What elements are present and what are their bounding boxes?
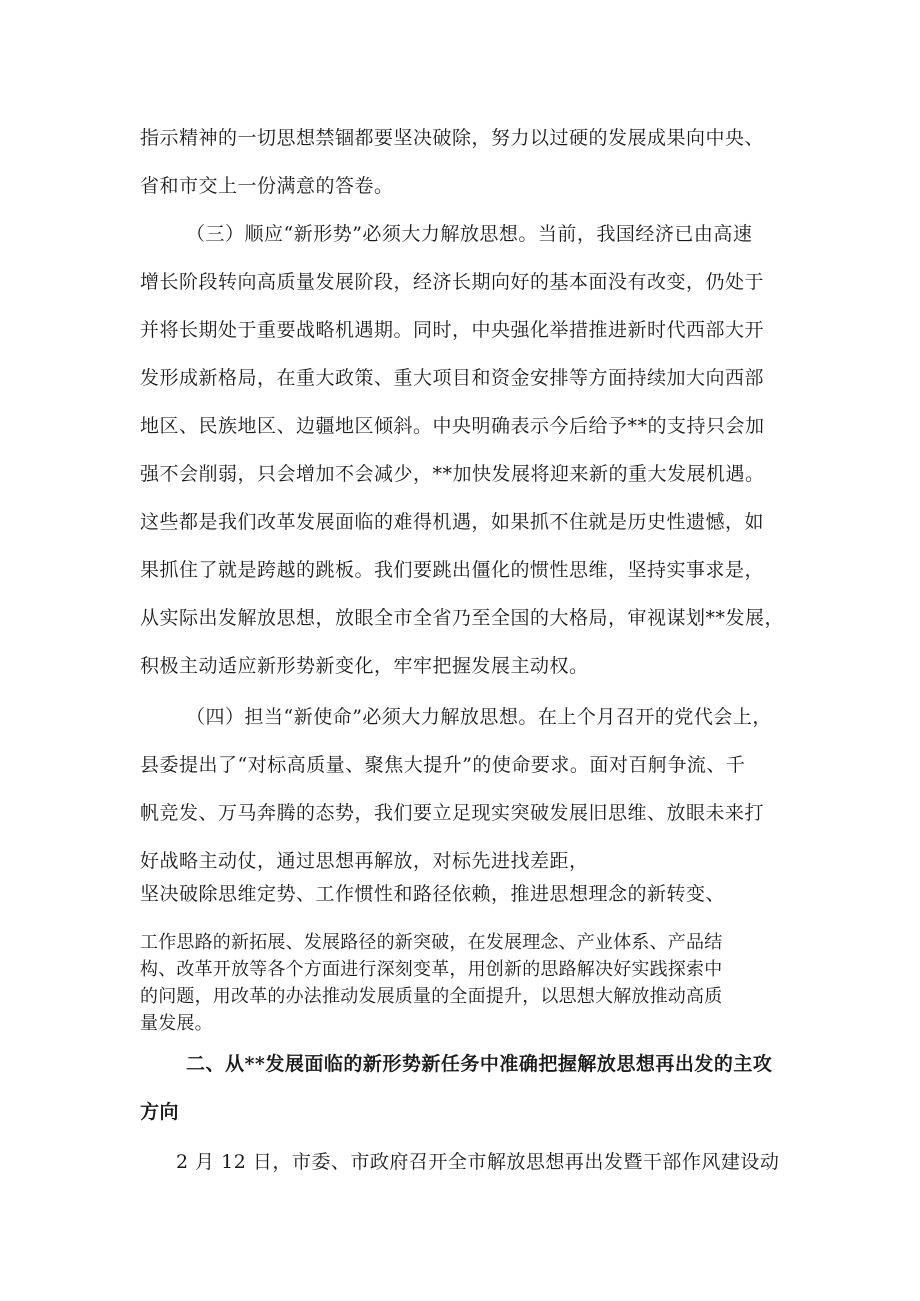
paragraph-line: 省和市交上一份满意的答卷。	[140, 175, 394, 197]
paragraph-line: 构、改革开放等各个方面进行深刻变革，用创新的思路解决好实践探索中	[140, 959, 723, 980]
paragraph-line: 2 月 12 日，市委、市政府召开全市解放思想再出发暨干部作风建设动	[176, 1151, 780, 1173]
paragraph-line: 量发展。	[140, 1013, 213, 1034]
paragraph-line: 县委提出了“对标高质量、聚焦大提升”的使命要求。面对百舸争流、千	[140, 754, 746, 776]
paragraph-line: 发形成新格局，在重大政策、重大项目和资金安排等方面持续加大向西部	[140, 367, 765, 389]
paragraph-line: 的问题，用改革的办法推动发展质量的全面提升，以思想大解放推动高质	[140, 986, 723, 1007]
paragraph-line: 坚决破除思维定势、工作惯性和路径依赖，推进思想理念的新转变、	[140, 883, 726, 905]
paragraph-line: 果抓住了就是跨越的跳板。我们要跳出僵化的惯性思维，坚持实事求是，	[140, 559, 765, 581]
paragraph-line: 从实际出发解放思想，放眼全市全省乃至全国的大格局，审视谋划**发展，	[140, 607, 785, 629]
paragraph-line: 并将长期处于重要战略机遇期。同时，中央强化举措推进新时代西部大开	[140, 319, 765, 341]
paragraph-line: 好战略主动仗，通过思想再解放，对标先进找差距，	[140, 850, 589, 872]
section-heading-continuation: 方向	[140, 1101, 180, 1123]
paragraph-line: 增长阶段转向高质量发展阶段，经济长期向好的基本面没有改变，仍处于	[140, 271, 765, 293]
paragraph-line: 强不会削弱，只会增加不会减少，**加快发展将迎来新的重大发展机遇。	[140, 463, 765, 485]
paragraph-line: 指示精神的一切思想禁锢都要坚决破除，努力以过硬的发展成果向中央、	[140, 127, 765, 149]
section-3-heading-line: （三）顺应“新形势”必须大力解放思想。当前，我国经济已由高速	[186, 223, 753, 245]
paragraph-line: 帆竞发、万马奔腾的态势，我们要立足现实突破发展旧思维、放眼未来打	[140, 802, 765, 824]
paragraph-line: 这些都是我们改革发展面临的难得机遇，如果抓不住就是历史性遗憾，如	[140, 511, 765, 533]
paragraph-line: 积极主动适应新形势新变化，牢牢把握发展主动权。	[140, 655, 589, 677]
section-4-heading-line: （四）担当“新使命”必须大力解放思想。在上个月召开的党代会上，	[186, 706, 772, 728]
section-heading: 二、从**发展面临的新形势新任务中准确把握解放思想再出发的主攻	[186, 1053, 773, 1075]
paragraph-line: 工作思路的新拓展、发展路径的新突破，在发展理念、产业体系、产品结	[140, 932, 723, 953]
paragraph-line: 地区、民族地区、边疆地区倾斜。中央明确表示今后给予**的支持只会加	[140, 415, 765, 437]
